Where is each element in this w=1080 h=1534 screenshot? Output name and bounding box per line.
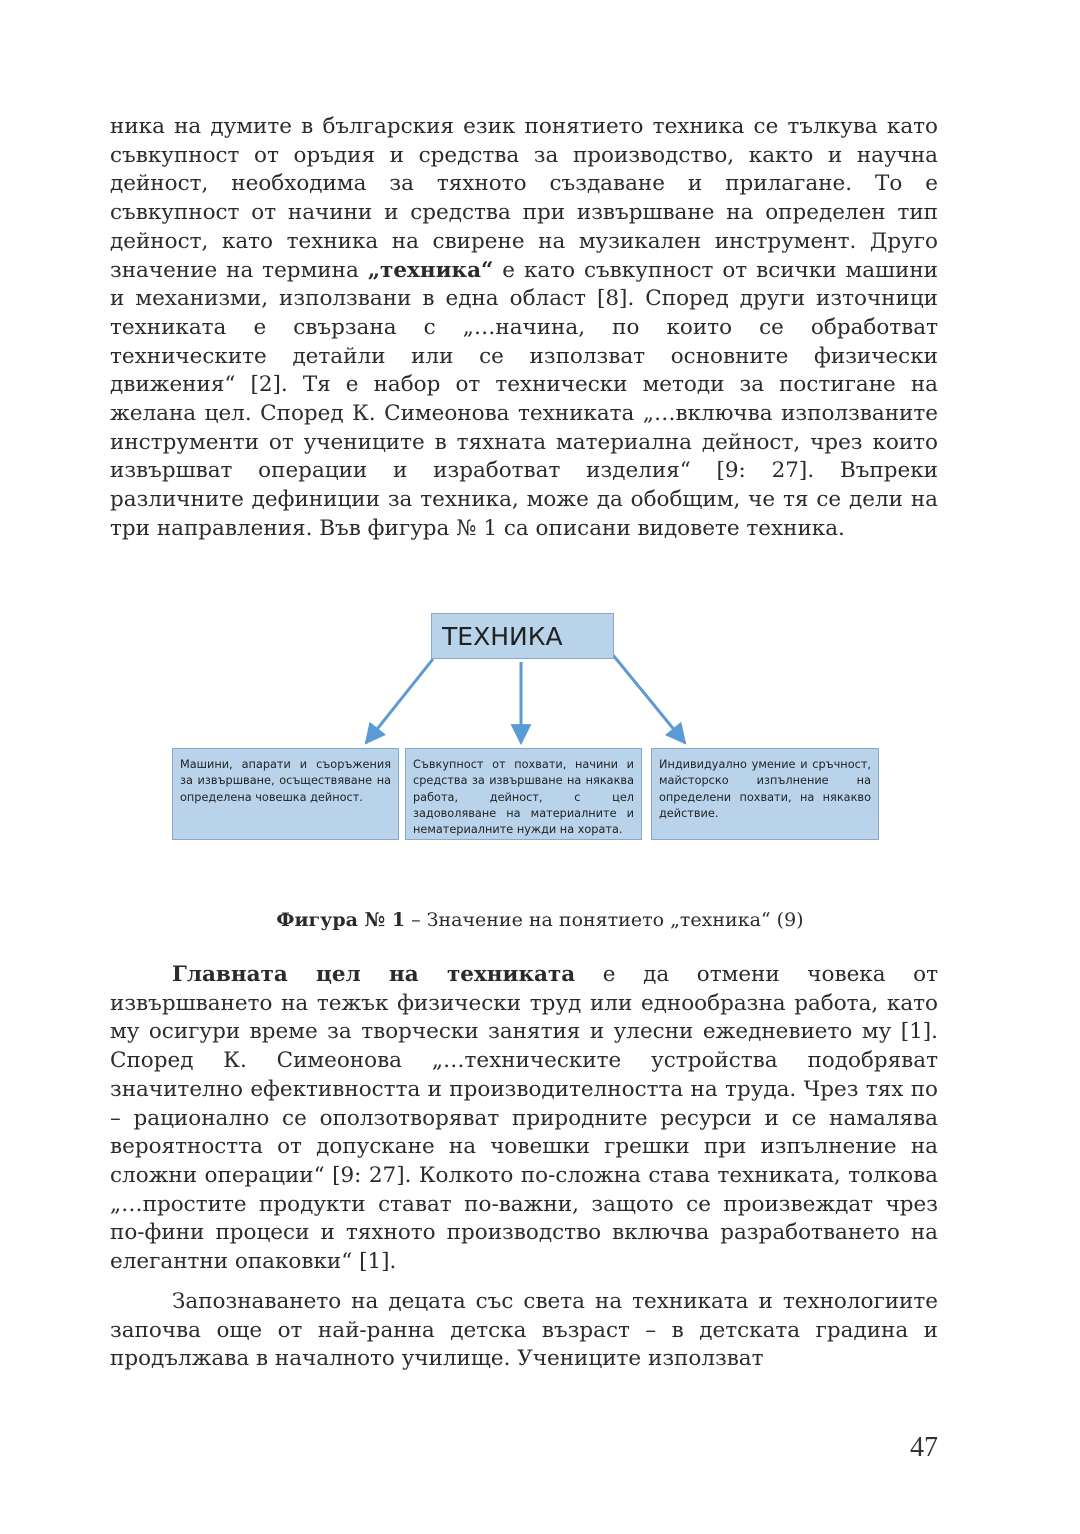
caption-text: – Значение на понятието „техника“ (9)	[405, 909, 804, 931]
paragraph-text: ника на думите в българския език понятието техника се тълкува като съвкупност от оръдия и средства за производство, както и научна дейност, необходима за тяхното създаване и прилагане. То е съвкупност от начини и средства при извършване на определен тип дейност, като техника на свирене на музикален инструмент. Друго значение на термина	[110, 114, 938, 283]
arrow-left	[366, 659, 433, 743]
main-goal-heading: Главната цел на техниката	[172, 962, 576, 987]
diagram-root-box: ТЕХНИКА	[431, 613, 614, 659]
caption-label: Фигура № 1	[276, 909, 406, 931]
body-paragraph-1	[110, 113, 938, 544]
diagram-leaf-machines: Машини, апарати и съоръжения за извършване, осъществяване на определена човешка дейност.	[172, 748, 399, 840]
paragraph-text: е като съвкупност от всички машини и механизми, използвани в една област [8]. Според други източници техниката е свързана с „…начина, по които се обработват техническите детайли или се използват основните физически движения“ [2]. Тя е набор от технически методи за постигане на желана цел. Според К. Симеонова техниката „…включва използваните инструменти от учениците в тяхната материална дейност, чрез които извършват операции и изработват изделия“ [9: 27]. Въпреки различните дефиниции за техника, може да обобщим, че тя се дели на три направления. Във фигура № 1 са описани видовете техника.	[110, 257, 938, 541]
arrow-right	[613, 655, 685, 743]
term-technique: „техника“	[367, 257, 494, 283]
diagram-leaf-methods: Съвкупност от похвати, начини и средства за извършване на някаква работа, дейност, с цел задоволяване на материалните и нематериалните нужди на хората.	[405, 748, 642, 840]
paragraph-text: Запознаването на децата със света на техниката и технологиите започва още от най-ранна детска възраст – в детската градина и продължава в началното училище. Учениците използват	[110, 1289, 938, 1372]
body-paragraph-3	[110, 1288, 938, 1374]
figure-caption	[0, 907, 1080, 933]
body-paragraph-2	[110, 961, 938, 1277]
diagram-leaf-skill: Индивидуално умение и сръчност, майсторско изпълнение на определени похвати, на някакво действие.	[651, 748, 879, 840]
paragraph-text: е да отмени човека от извършването на тежък физически труд или еднообразна работа, като му осигури време за творчески занятия и улесни ежедневието му [1]. Според К. Симеонова „…техническите устройства подобряват значително ефективността и производителността на труда. Чрез тях по – рационално се оползотворяват природните ресурси и се намалява вероятността от допускане на човешки грешки при изпълнение на сложни операции“ [9: 27]. Колкото по-сложна става техниката, толкова „…простите продукти стават по-важни, защото се произвеждат чрез по-фини процеси и тяхното производство включва разработването на елегантни опаковки“ [1].	[110, 962, 938, 1275]
page-number: 47	[910, 1432, 938, 1463]
